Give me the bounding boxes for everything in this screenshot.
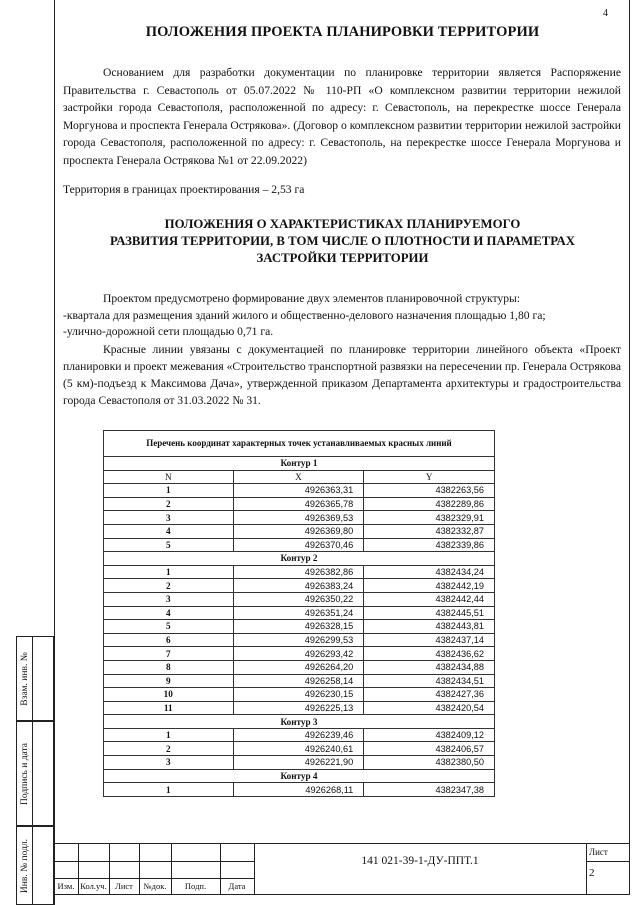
sheet-frame-right	[629, 0, 630, 895]
point-number: 3	[104, 592, 234, 606]
coord-x: 4926230,15	[233, 688, 364, 702]
section-heading	[60, 216, 625, 267]
coord-x: 4926293,42	[233, 647, 364, 661]
red-lines-paragraph: Красные линии увязаны с документацией по планировке территории линейного объекта «Проект планировки и проект межевания «Строительство транспортной развязки на пересечении пр. Генерала Острякова (5 км)-подъезд к Максимова Дача», утвержденной приказом Департамента архитектуры и градостроительства города Севастополя от 31.03.2022 № 31.	[63, 343, 621, 407]
point-number: 2	[104, 497, 234, 511]
page-title: ПОЛОЖЕНИЯ ПРОЕКТА ПЛАНИРОВКИ ТЕРРИТОРИИ	[145, 24, 540, 40]
side-stamp-label: Подпись и дата	[20, 742, 30, 805]
point-number: 8	[104, 660, 234, 674]
coord-x: 4926221,90	[233, 756, 364, 770]
side-stamp-replacement	[16, 636, 54, 721]
point-number: 3	[104, 756, 234, 770]
coord-x: 4926369,53	[233, 511, 364, 525]
table-caption: Перечень координат характерных точек устанавливаемых красных линий	[104, 431, 495, 457]
coord-x: 4926268,11	[233, 783, 364, 797]
table-row	[104, 742, 495, 756]
col-label: №док.	[143, 881, 167, 891]
coord-y: 4382329,91	[364, 511, 495, 525]
table-row	[104, 647, 495, 661]
coord-x: 4926383,24	[233, 579, 364, 593]
section-heading-line: ПОЛОЖЕНИЯ О ХАРАКТЕРИСТИКАХ ПЛАНИРУЕМОГО	[164, 217, 521, 231]
coord-y: 4382409,12	[364, 728, 495, 742]
contour-title: Контур 4	[104, 769, 495, 783]
coord-x: 4926370,46	[233, 538, 364, 552]
sheet-frame-left	[54, 0, 55, 905]
point-number: 11	[104, 701, 234, 715]
coord-x: 4926328,15	[233, 620, 364, 634]
side-stamp-label: Инв. № подл.	[20, 838, 30, 893]
coord-y: 4382443,81	[364, 620, 495, 634]
col-label: Изм.	[57, 881, 75, 891]
title-block	[54, 843, 630, 895]
point-number: 4	[104, 524, 234, 538]
document-code: 141 021-39-1-ДУ-ППТ.1	[361, 855, 479, 867]
contour-title: Контур 3	[104, 715, 495, 729]
coord-y: 4382442,44	[364, 592, 495, 606]
table-row	[104, 728, 495, 742]
coord-y: 4382427,36	[364, 688, 495, 702]
coord-y: 4382332,87	[364, 524, 495, 538]
coord-y: 4382434,88	[364, 660, 495, 674]
column-header-row	[104, 470, 495, 484]
structure-intro: Проектом предусмотрено формирование двух элементов планировочной структуры:	[103, 292, 521, 305]
section-heading-line: ЗАСТРОЙКИ ТЕРРИТОРИИ	[256, 251, 429, 265]
table-row	[104, 606, 495, 620]
sheet-label: Лист	[589, 847, 608, 857]
contour-header-row	[104, 552, 495, 566]
coord-y: 4382420,54	[364, 701, 495, 715]
coord-x: 4926369,80	[233, 524, 364, 538]
table-row	[104, 633, 495, 647]
point-number: 1	[104, 783, 234, 797]
point-number: 4	[104, 606, 234, 620]
table-row	[104, 524, 495, 538]
contour-header-row	[104, 715, 495, 729]
point-number: 6	[104, 633, 234, 647]
point-number: 1	[104, 484, 234, 498]
side-stamp-inventory	[16, 826, 54, 905]
coord-x: 4926239,46	[233, 728, 364, 742]
coord-x: 4926264,20	[233, 660, 364, 674]
column-header-y: Y	[364, 470, 495, 484]
coord-y: 4382437,14	[364, 633, 495, 647]
side-stamp-label: Взам. инв. №	[20, 651, 30, 706]
coordinates-table	[103, 430, 495, 797]
coord-y: 4382339,86	[364, 538, 495, 552]
contour-title: Контур 1	[104, 457, 495, 471]
point-number: 5	[104, 538, 234, 552]
page-number: 4	[603, 8, 608, 19]
coord-y: 4382445,51	[364, 606, 495, 620]
point-number: 5	[104, 620, 234, 634]
coord-x: 4926240,61	[233, 742, 364, 756]
coord-x: 4926363,31	[233, 484, 364, 498]
table-row	[104, 497, 495, 511]
table-row	[104, 660, 495, 674]
basis-paragraph: Основанием для разработки документации по планировке территории является Распоряжение Правительства г. Севастополь от 05.07.2022 № 110-РП «О комплексном развитии территории нежилой застройки города Севастополя, расположенной по адресу: г. Севастополь, на перекрестке шоссе Генерала Моргунова и проспекта Генерала Острякова». (Договор о комплексном развитии территории нежилой застройки города Севастополя, расположенной по адресу: г. Севастополь, на перекрестке шоссе Генерала Моргунова и проспекта Генерала Острякова №1 от 22.09.2022)	[63, 66, 621, 167]
table-row	[104, 674, 495, 688]
sheet-number: 2	[589, 867, 595, 879]
table-row	[104, 565, 495, 579]
coord-y: 4382436,62	[364, 647, 495, 661]
coord-x: 4926258,14	[233, 674, 364, 688]
point-number: 3	[104, 511, 234, 525]
table-row	[104, 511, 495, 525]
table-row	[104, 688, 495, 702]
coord-y: 4382263,56	[364, 484, 495, 498]
coord-y: 4382347,38	[364, 783, 495, 797]
coord-x: 4926382,86	[233, 565, 364, 579]
column-header-n: N	[104, 470, 234, 484]
coord-x: 4926351,24	[233, 606, 364, 620]
coord-y: 4382434,51	[364, 674, 495, 688]
point-number: 9	[104, 674, 234, 688]
coord-x: 4926350,22	[233, 592, 364, 606]
coord-x: 4926225,13	[233, 701, 364, 715]
structure-block	[63, 291, 621, 341]
point-number: 2	[104, 742, 234, 756]
col-label: Лист	[115, 881, 133, 891]
col-label: Подп.	[184, 881, 207, 891]
table-row	[104, 484, 495, 498]
table-row	[104, 620, 495, 634]
coord-x: 4926365,78	[233, 497, 364, 511]
table-row	[104, 701, 495, 715]
territory-area: Территория в границах проектирования – 2,53 га	[63, 183, 305, 196]
table-row	[104, 756, 495, 770]
table-row	[104, 592, 495, 606]
coord-y: 4382434,24	[364, 565, 495, 579]
table-row	[104, 579, 495, 593]
coord-y: 4382406,57	[364, 742, 495, 756]
point-number: 2	[104, 579, 234, 593]
point-number: 10	[104, 688, 234, 702]
column-header-x: X	[233, 470, 364, 484]
col-label: Дата	[228, 881, 246, 891]
contour-title: Контур 2	[104, 552, 495, 566]
structure-item: -улично-дорожной сети площадью 0,71 га.	[63, 325, 274, 339]
table-row	[104, 783, 495, 797]
point-number: 1	[104, 565, 234, 579]
col-label: Кол.уч.	[80, 881, 107, 891]
point-number: 1	[104, 728, 234, 742]
point-number: 7	[104, 647, 234, 661]
coord-y: 4382380,50	[364, 756, 495, 770]
structure-item: -квартала для размещения зданий жилого и общественно-делового назначения площадью 1,80 га;	[63, 308, 546, 322]
contour-header-row	[104, 769, 495, 783]
contour-header-row	[104, 457, 495, 471]
coord-y: 4382442,19	[364, 579, 495, 593]
coord-x: 4926299,53	[233, 633, 364, 647]
section-heading-line: РАЗВИТИЯ ТЕРРИТОРИИ, В ТОМ ЧИСЛЕ О ПЛОТНОСТИ И ПАРАМЕТРАХ	[110, 234, 575, 248]
table-row	[104, 538, 495, 552]
table-caption-row	[104, 431, 495, 457]
side-stamp-signature	[16, 721, 54, 826]
coord-y: 4382289,86	[364, 497, 495, 511]
